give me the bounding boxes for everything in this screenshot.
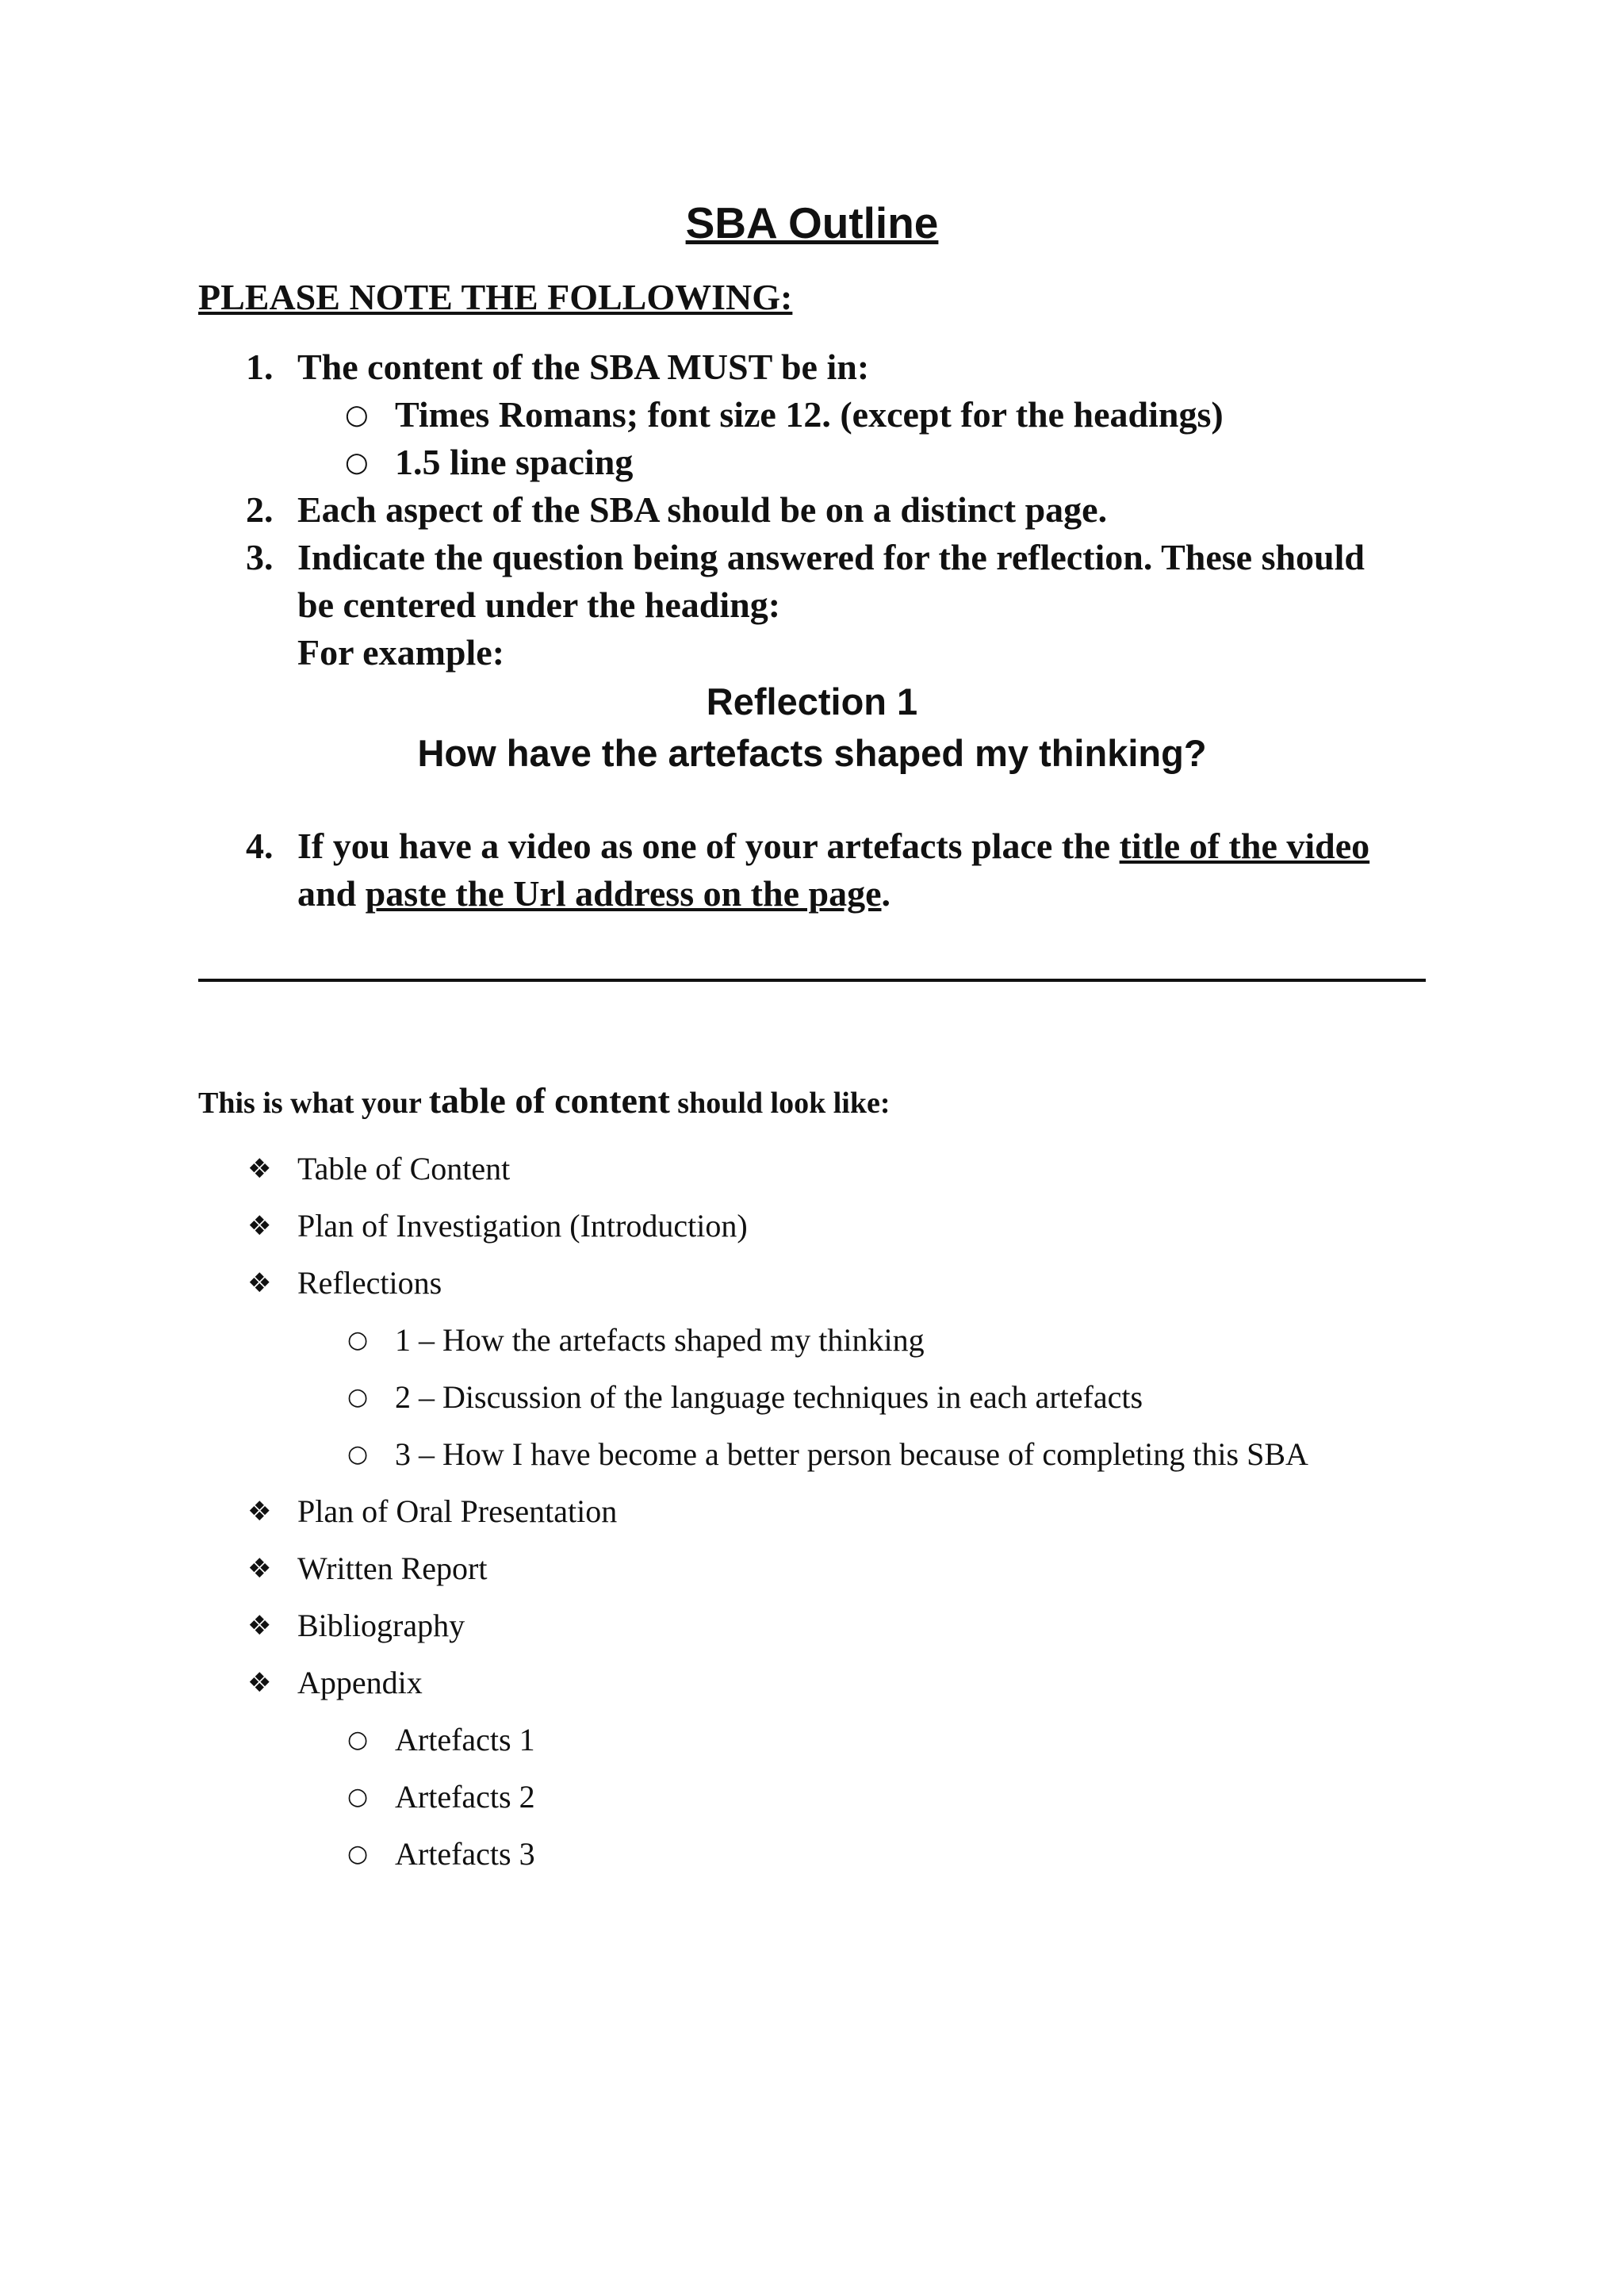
note-item-text-plain: and xyxy=(297,873,366,914)
note-sub-item-text: 1.5 line spacing xyxy=(395,442,634,482)
example-reflection-question: How have the artefacts shaped my thinking? xyxy=(417,732,1207,774)
circle-bullet-icon: ○ xyxy=(345,447,369,478)
toc-item-label: Bibliography xyxy=(297,1608,465,1643)
note-heading: PLEASE NOTE THE FOLLOWING: xyxy=(198,277,793,317)
note-item-text-plain: If you have a video as one of your artefacts place the xyxy=(297,826,1120,866)
note-item-number: 2. xyxy=(246,489,274,530)
note-item-text: be centered under the heading: xyxy=(297,585,781,625)
horizontal-divider xyxy=(198,979,1426,982)
note-item-text xyxy=(297,870,891,918)
toc-item-label: Plan of Oral Presentation xyxy=(297,1493,618,1529)
note-item-text xyxy=(297,822,1369,870)
diamond-bullet-icon: ❖ xyxy=(247,1496,272,1527)
note-item-text-plain: . xyxy=(881,873,891,914)
toc-intro-emphasis: table of content xyxy=(428,1080,670,1121)
toc-sub-item-label: Artefacts 2 xyxy=(395,1779,535,1815)
toc-item-label: Appendix xyxy=(297,1665,423,1700)
underlined-text: paste the Url address on the page xyxy=(365,873,882,914)
diamond-bullet-icon: ❖ xyxy=(247,1553,272,1585)
toc-sub-item-label: Artefacts 1 xyxy=(395,1722,535,1757)
note-item-text: The content of the SBA MUST be in: xyxy=(297,347,870,387)
toc-sub-item-label: Artefacts 3 xyxy=(395,1836,535,1872)
toc-item-label: Table of Content xyxy=(297,1151,511,1186)
circle-bullet-icon: ○ xyxy=(347,1726,369,1754)
diamond-bullet-icon: ❖ xyxy=(247,1610,272,1642)
toc-item-label: Written Report xyxy=(297,1550,488,1586)
example-reflection-heading: Reflection 1 xyxy=(706,680,918,723)
underlined-text: title of the video xyxy=(1119,826,1370,866)
circle-bullet-icon: ○ xyxy=(347,1840,369,1868)
diamond-bullet-icon: ❖ xyxy=(247,1153,272,1185)
circle-bullet-icon: ○ xyxy=(347,1326,369,1354)
toc-sub-item-label: 3 – How I have become a better person because of completing this SBA xyxy=(395,1436,1308,1472)
toc-intro-text: should look like: xyxy=(669,1087,891,1120)
note-item-text: For example: xyxy=(297,632,505,673)
circle-bullet-icon: ○ xyxy=(347,1783,369,1811)
toc-intro xyxy=(198,1077,891,1127)
note-sub-item-text: Times Romans; font size 12. (except for the headings) xyxy=(395,394,1224,435)
note-item-text: Each aspect of the SBA should be on a distinct page. xyxy=(297,489,1108,530)
document-title: SBA Outline xyxy=(685,198,939,247)
note-item-number: 3. xyxy=(246,537,274,577)
note-item-text: Indicate the question being answered for the reflection. These should xyxy=(297,537,1365,577)
toc-item-label: Reflections xyxy=(297,1265,442,1301)
toc-item-label: Plan of Investigation (Introduction) xyxy=(297,1208,748,1244)
note-item-number: 4. xyxy=(246,826,274,866)
diamond-bullet-icon: ❖ xyxy=(247,1210,272,1242)
circle-bullet-icon: ○ xyxy=(345,399,369,431)
diamond-bullet-icon: ❖ xyxy=(247,1267,272,1299)
diamond-bullet-icon: ❖ xyxy=(247,1667,272,1699)
circle-bullet-icon: ○ xyxy=(347,1440,369,1468)
circle-bullet-icon: ○ xyxy=(347,1383,369,1411)
toc-sub-item-label: 1 – How the artefacts shaped my thinking xyxy=(395,1322,925,1358)
toc-intro-text: This is what your xyxy=(198,1087,429,1120)
note-item-number: 1. xyxy=(246,347,274,387)
toc-sub-item-label: 2 – Discussion of the language techniques in each artefacts xyxy=(395,1379,1143,1415)
